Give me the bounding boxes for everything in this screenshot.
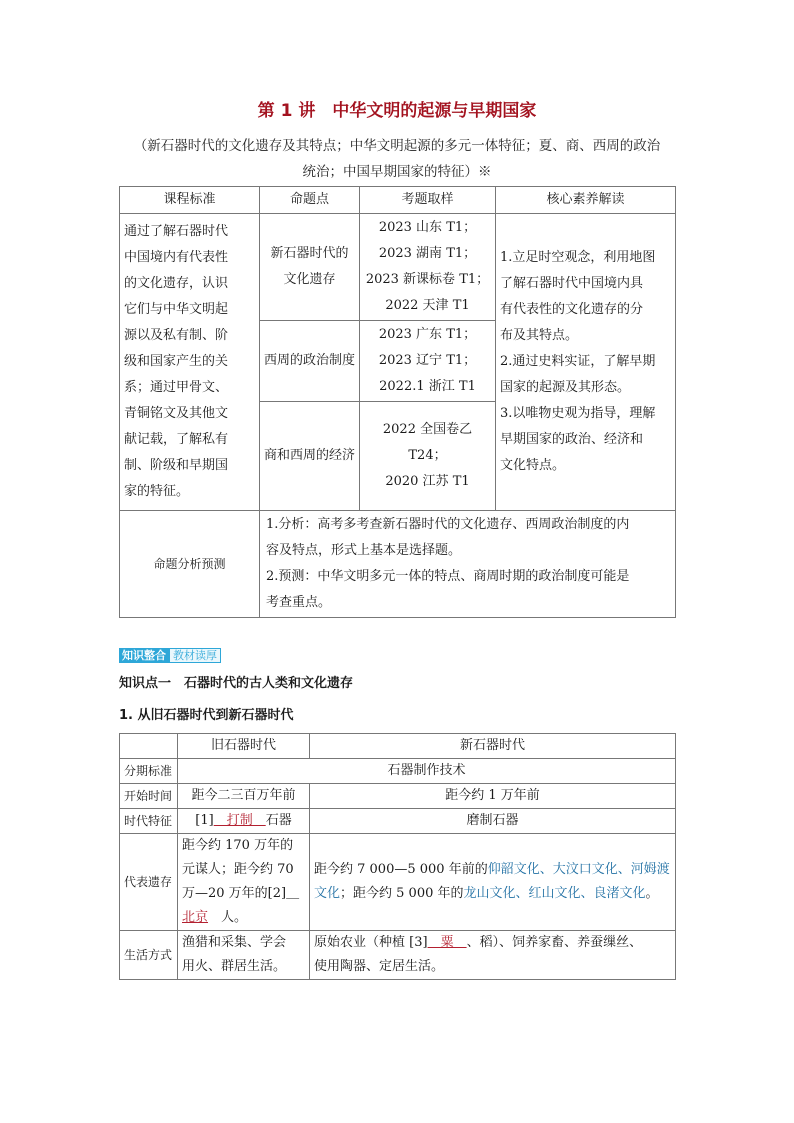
blank-answer: 粟	[427, 935, 467, 950]
point-cell	[260, 402, 360, 511]
forecast-line: 1.分析：高考多考查新石器时代的文化遗存、西周政治制度的内	[266, 517, 630, 532]
standard-line: 系；通过甲骨文、	[124, 380, 229, 395]
forecast-line: 容及特点，形式上基本是选择题。	[266, 543, 462, 558]
point-line: 新石器时代的	[270, 246, 349, 261]
row-old: 距今二三百万年前	[178, 784, 310, 809]
highlight: 文化	[314, 886, 341, 901]
row-new: 磨制石器	[310, 809, 676, 834]
sample-line: 2022.1 浙江 T1	[379, 379, 476, 394]
standard-line: 献记载，了解私有	[124, 432, 229, 447]
row-label: 分期标准	[120, 759, 178, 784]
subtitle-line-2: 统治；中国早期国家的特征）※	[302, 164, 492, 180]
blank-suffix: 人。	[208, 910, 248, 925]
blank-answer: 北京	[182, 910, 209, 925]
literacy-line: 早期国家的政治、经济和	[500, 432, 644, 447]
sample-line: 2023 湖南 T1；	[378, 246, 477, 261]
row-old	[178, 809, 310, 834]
curriculum-table	[119, 186, 676, 618]
literacy-line: 文化特点。	[500, 458, 566, 473]
point-line: 商和西周的经济	[263, 448, 355, 463]
row-new	[310, 834, 676, 931]
standard-line: 级和国家产生的关	[124, 354, 229, 369]
literacy-line: 2.通过史料实证，了解早期	[500, 354, 656, 369]
blank-number: [1]	[195, 813, 214, 828]
corner-cell	[120, 734, 178, 759]
row-label: 时代特征	[120, 809, 178, 834]
point-line: 西周的政治制度	[263, 353, 355, 368]
point-line: 文化遗存	[283, 272, 336, 287]
header-standard: 课程标准	[120, 187, 260, 214]
point-cell	[260, 214, 360, 321]
blank-answer: 打制	[213, 813, 266, 828]
cell-line: 距今约 170 万年的	[182, 838, 294, 853]
sample-line: 2020 江苏 T1	[385, 474, 470, 489]
row-old	[178, 931, 310, 980]
sample-line: 2022 全国卷乙	[382, 422, 473, 437]
standard-line: 它们与中华文明起	[124, 302, 229, 317]
header-sample: 考题取样	[360, 187, 496, 214]
literacy-line: 1.立足时空观念，利用地图	[500, 250, 656, 265]
text: ；距今约 5 000 年的	[340, 886, 464, 901]
header-literacy: 核心素养解读	[496, 187, 676, 214]
text: 原始农业（种植 [3]	[314, 935, 428, 950]
section-heading: 1. 从旧石器时代到新石器时代	[119, 708, 294, 723]
standard-line: 源以及私有制、阶	[124, 328, 229, 343]
standard-line: 通过了解石器时代	[124, 224, 229, 239]
cell-line	[314, 931, 671, 955]
sample-line: T24；	[408, 448, 447, 463]
sample-line: 2023 山东 T1；	[378, 220, 477, 235]
standard-cell	[120, 214, 260, 511]
row-old	[178, 834, 310, 931]
sample-line: 2023 新课标卷 T1；	[365, 272, 490, 287]
section-badge	[119, 648, 221, 663]
point-cell	[260, 321, 360, 402]
cell-line: 万—20 万年的[2]＿	[182, 886, 300, 901]
forecast-line: 考查重点。	[266, 595, 332, 610]
blank-suffix: 石器	[265, 813, 292, 828]
cell-line: 使用陶器、定居生活。	[314, 959, 445, 974]
literacy-cell	[496, 214, 676, 511]
page-title: 第 1 讲 中华文明的起源与早期国家	[257, 101, 537, 121]
sample-cell	[360, 214, 496, 321]
standard-line: 青铜铭文及其他文	[124, 406, 229, 421]
text: 。	[645, 886, 659, 901]
forecast-line: 2.预测：中华文明多元一体的特点、商周时期的政治制度可能是	[266, 569, 630, 584]
col-new: 新石器时代	[310, 734, 676, 759]
badge-knowledge: 知识整合	[119, 648, 169, 663]
text: 距今约 7 000—5 000 年前的	[314, 862, 488, 877]
stone-age-table	[119, 733, 676, 980]
forecast-label: 命题分析预测	[120, 511, 260, 618]
row-new	[310, 931, 676, 980]
sample-cell	[360, 402, 496, 511]
subtitle-line-1: （新石器时代的文化遗存及其特点；中华文明起源的多元一体特征；夏、商、西周的政治	[133, 138, 661, 154]
literacy-line: 布及其特点。	[500, 328, 579, 343]
highlight: 龙山文化、红山文化、良渚文化	[463, 886, 646, 901]
col-old: 旧石器时代	[178, 734, 310, 759]
knowledge-point-heading: 知识点一 石器时代的古人类和文化遗存	[119, 676, 354, 691]
cell-line: 渔猎和采集、学会	[182, 935, 287, 950]
literacy-line: 有代表性的文化遗存的分	[500, 302, 644, 317]
sample-line: 2023 辽宁 T1；	[378, 353, 477, 368]
highlight: 仰韶文化、大汶口文化、河姆渡	[487, 862, 670, 877]
sample-cell	[360, 321, 496, 402]
standard-line: 的文化遗存，认识	[124, 276, 229, 291]
literacy-line: 了解石器时代中国境内具	[500, 276, 644, 291]
sample-line: 2023 广东 T1；	[378, 327, 477, 342]
cell-line: 用火、群居生活。	[182, 959, 287, 974]
standard-line: 中国境内有代表性	[124, 250, 229, 265]
header-point: 命题点	[260, 187, 360, 214]
row-label: 生活方式	[120, 931, 178, 980]
cell-line	[182, 906, 305, 930]
forecast-cell	[260, 511, 676, 618]
row-value: 石器制作技术	[178, 759, 676, 784]
row-label: 开始时间	[120, 784, 178, 809]
text: 、稻）、饲养家畜、养蚕缫丝、	[466, 935, 643, 950]
badge-textbook: 教材读厚	[169, 648, 221, 663]
standard-line: 家的特征。	[124, 484, 190, 499]
literacy-line: 国家的起源及其形态。	[500, 380, 631, 395]
literacy-line: 3.以唯物史观为指导，理解	[500, 406, 656, 421]
row-label: 代表遗存	[120, 834, 178, 931]
standard-line: 制、阶级和早期国	[124, 458, 229, 473]
sample-line: 2022 天津 T1	[385, 298, 470, 313]
row-new: 距今约 1 万年前	[310, 784, 676, 809]
cell-line: 元谋人；距今约 70	[182, 862, 294, 877]
